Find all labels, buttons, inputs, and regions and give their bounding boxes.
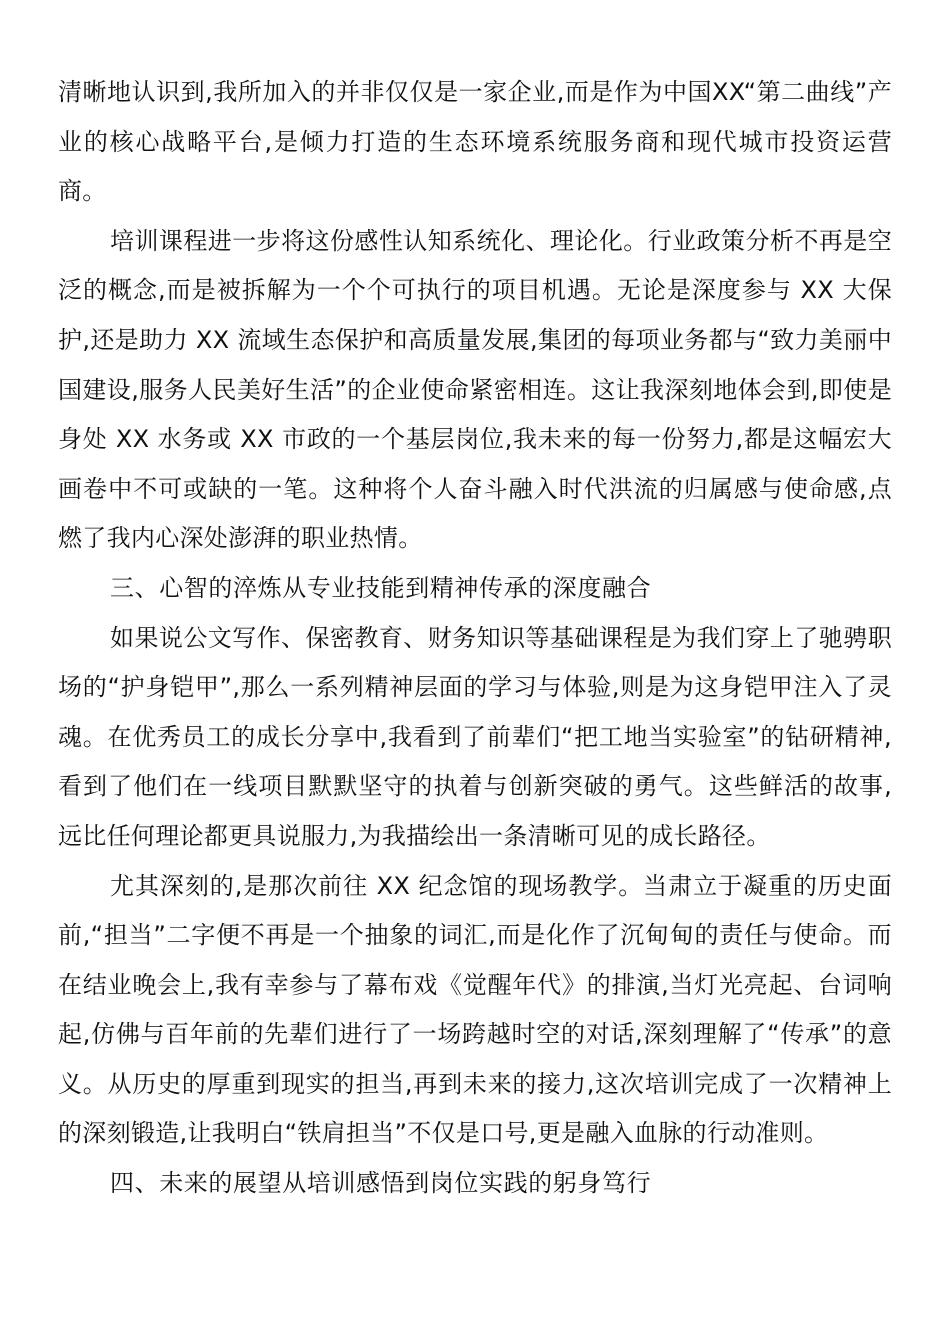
paragraph-continuation: 清晰地认识到,我所加入的并非仅仅是一家企业,而是作为中国XX“第二曲线”产业的核心战略平台,是倾力打造的生态环境系统服务商和现代城市投资运营商。: [58, 78, 892, 206]
paragraph-training-course: 培训课程进一步将这份感性认知系统化、理论化。行业政策分析不再是空泛的概念,而是被拆解为一个个可执行的项目机遇。无论是深度参与 XX 大保护,还是助力 XX 流域生态保护和高质量发展,集团的每项业务都与“致力美丽中国建设,服务人民美好生活”的企业使命紧密相连。这让我深刻地体会到,即使是身处 XX 水务或 XX 市政的一个基层岗位,我未来的每一份努力,都是这幅宏大画卷中不可或缺的一笔。这种将个人奋斗融入时代洪流的归属感与使命感,点燃了我内心深处澎湃的职业热情。: [58, 226, 892, 553]
section-heading-4: 四、未来的展望从培训感悟到岗位实践的躬身笃行: [110, 1169, 652, 1198]
document-page: [58, 68, 892, 1209]
paragraph-spirit-learning: 如果说公文写作、保密教育、财务知识等基础课程是为我们穿上了驰骋职场的“护身铠甲”,那么一系列精神层面的学习与体验,则是为这身铠甲注入了灵魂。在优秀员工的成长分享中,我看到了前辈们“把工地当实验室”的钻研精神,看到了他们在一线项目默默坚守的执着与创新突破的勇气。这些鲜活的故事,远比任何理论都更具说服力,为我描绘出一条清晰可见的成长路径。: [58, 623, 892, 850]
paragraph-memorial-visit: 尤其深刻的,是那次前往 XX 纪念馆的现场教学。当肃立于凝重的历史面前,“担当”二字便不再是一个抽象的词汇,而是化作了沉甸甸的责任与使命。而在结业晚会上,我有幸参与了幕布戏《觉醒年代》的排演,当灯光亮起、台词响起,仿佛与百年前的先辈们进行了一场跨越时空的对话,深刻理解了“传承”的意义。从历史的厚重到现实的担当,再到未来的接力,这次培训完成了一次精神上的深刻锻造,让我明白“铁肩担当”不仅是口号,更是融入血脉的行动准则。: [58, 871, 892, 1148]
section-heading-3: 三、心智的淬炼从专业技能到精神传承的深度融合: [110, 573, 652, 602]
